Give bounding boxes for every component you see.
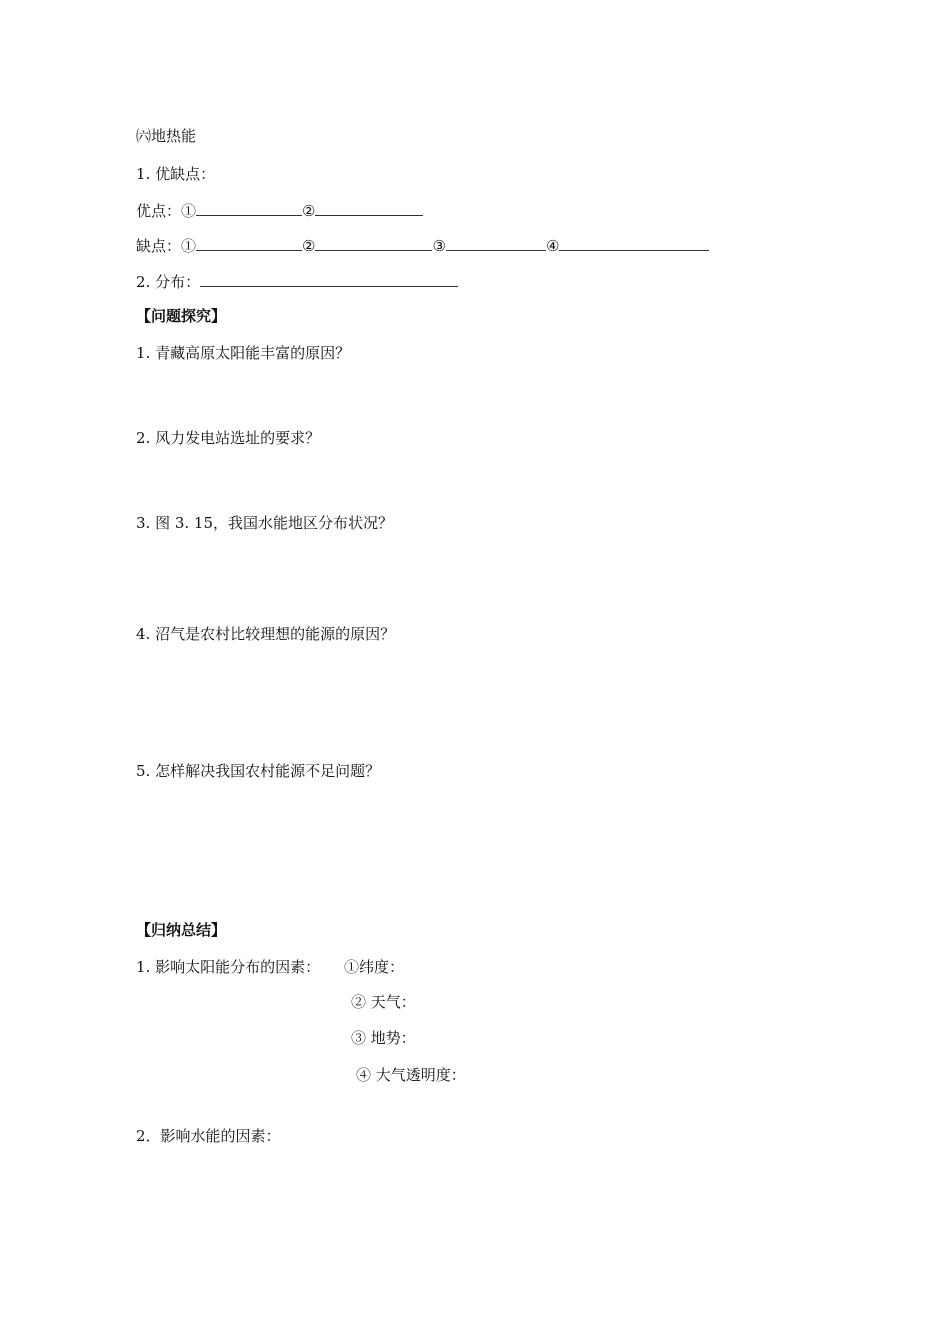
inquiry-question-1: 1. 青藏高原太阳能丰富的原因？ <box>136 344 351 362</box>
solar-factor-latitude: ①纬度： <box>344 958 405 976</box>
solar-factors-label: 1. 影响太阳能分布的因素： <box>136 958 321 976</box>
disadvantage-blank-4[interactable] <box>559 235 709 251</box>
solar-factor-transparency: ④ 大气透明度： <box>356 1066 466 1084</box>
inquiry-heading: 【问题探究】 <box>136 307 227 325</box>
disadvantage-blank-2[interactable] <box>315 235 432 251</box>
disadvantage-marker-2: ② <box>302 237 316 255</box>
disadvantage-marker-4: ④ <box>545 237 560 255</box>
disadvantage-marker-1: ① <box>181 237 197 255</box>
advantages-row <box>136 200 423 220</box>
summary-item-1 <box>136 957 320 977</box>
disadvantage-blank-1[interactable] <box>196 235 302 251</box>
solar-factor-weather: ② 天气： <box>351 993 416 1011</box>
distribution-label: 2. 分布： <box>136 273 201 291</box>
summary-heading: 【归纳总结】 <box>136 921 227 939</box>
disadvantages-label: 缺点： <box>136 237 182 255</box>
solar-factor-terrain: ③ 地势： <box>351 1029 416 1047</box>
disadvantage-marker-3: ③ <box>432 237 446 255</box>
advantage-blank-1[interactable] <box>196 200 302 216</box>
inquiry-question-4: 4. 沼气是农村比较理想的能源的原因？ <box>136 625 396 643</box>
advantage-marker-2: ② <box>302 202 316 220</box>
distribution-blank[interactable] <box>200 271 458 287</box>
advantages-label: 优点： <box>136 202 182 220</box>
pros-cons-label: 1. 优缺点： <box>136 165 216 183</box>
disadvantage-blank-3[interactable] <box>446 235 546 251</box>
inquiry-question-5: 5. 怎样解决我国农村能源不足问题？ <box>136 762 381 780</box>
inquiry-question-3: 3. 图 3. 15，我国水能地区分布状况？ <box>136 514 394 532</box>
advantage-marker-1: ① <box>181 202 197 220</box>
disadvantages-row <box>136 235 709 255</box>
advantage-blank-2[interactable] <box>315 200 423 216</box>
summary-item-2: 2．影响水能的因素： <box>136 1127 281 1145</box>
section-title-geothermal: ㈥地热能 <box>136 127 197 145</box>
inquiry-question-2: 2. 风力发电站选址的要求？ <box>136 429 321 447</box>
distribution-row <box>136 271 458 291</box>
